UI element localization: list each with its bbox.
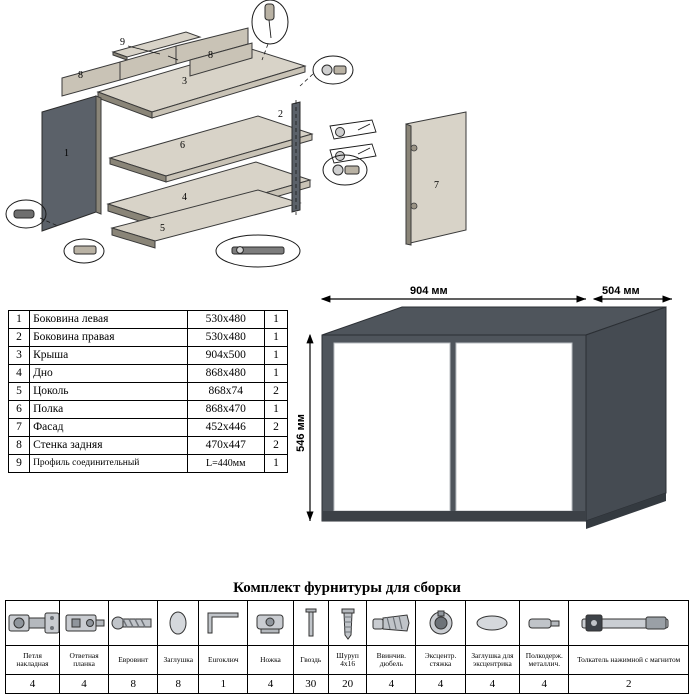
table-row [9, 455, 288, 473]
kit-count: 2 [569, 675, 689, 694]
kit-count: 1 [199, 675, 248, 694]
kit-label: Ответная планка [59, 646, 108, 675]
kit-label: Ввинчив. дюбель [367, 646, 416, 675]
part-name: Стенка задняя [30, 437, 188, 455]
part-dimension: 530х480 [187, 329, 264, 347]
callout-7: 7 [434, 180, 439, 191]
kit-count: 4 [367, 675, 416, 694]
hardware-kit-table [5, 600, 689, 694]
kit-count: 20 [329, 675, 367, 694]
kit-title: Комплект фурнитуры для сборки [233, 580, 461, 596]
kit-label: Ножка [248, 646, 293, 675]
shelf-support-icon [520, 601, 569, 646]
magnet-catch-icon [569, 601, 689, 646]
cam-lock-icon [416, 601, 465, 646]
height-label: 546 мм [295, 414, 307, 452]
part-quantity: 1 [264, 401, 287, 419]
euro-key-icon [199, 601, 248, 646]
table-row [9, 365, 288, 383]
part-quantity: 1 [264, 311, 287, 329]
part-number: 9 [9, 455, 30, 473]
kit-label: Шуруп 4х16 [329, 646, 367, 675]
part-number: 2 [9, 329, 30, 347]
part-dimension: 452х446 [187, 419, 264, 437]
cam-cap-icon [465, 601, 520, 646]
callout-1: 1 [64, 148, 69, 159]
table-row [9, 437, 288, 455]
cabinet-plinth [322, 511, 586, 521]
kit-count: 4 [59, 675, 108, 694]
callout-9: 9 [120, 37, 125, 48]
table-row [9, 401, 288, 419]
kit-counts-row [6, 675, 689, 694]
callout-2: 2 [278, 109, 283, 120]
part-quantity: 1 [264, 347, 287, 365]
part-dimension: 470х447 [187, 437, 264, 455]
cabinet-door-left [334, 343, 450, 511]
kit-label: Толкатель нажимной с магнитом [569, 646, 689, 675]
kit-label: Заглушка [158, 646, 199, 675]
part-number: 5 [9, 383, 30, 401]
kit-count: 4 [520, 675, 569, 694]
part-dimension: L=440мм [187, 455, 264, 473]
part-name: Фасад [30, 419, 188, 437]
kit-label: Заглушка для эксцентрика [465, 646, 520, 675]
part-quantity: 1 [264, 365, 287, 383]
cabinet-side-face [586, 307, 666, 521]
kit-count: 4 [416, 675, 465, 694]
exploded-assembly-diagram [0, 0, 694, 285]
part-dimension: 868х74 [187, 383, 264, 401]
part-number: 1 [9, 311, 30, 329]
part-quantity: 2 [264, 437, 287, 455]
kit-count: 4 [465, 675, 520, 694]
kit-label: Евровинт [109, 646, 158, 675]
part-name: Профиль соединительный [30, 455, 188, 473]
part-number: 4 [9, 365, 30, 383]
kit-label: Euroключ [199, 646, 248, 675]
parts-table [8, 310, 288, 473]
screw-4x16-icon [329, 601, 367, 646]
callout-8b: 8 [208, 50, 213, 61]
kit-count: 4 [6, 675, 60, 694]
callout-4: 4 [182, 192, 187, 203]
part-name: Крыша [30, 347, 188, 365]
part-name: Боковина левая [30, 311, 188, 329]
width-label: 904 мм [410, 285, 448, 297]
cabinet-door-right [456, 343, 572, 511]
callout-3: 3 [182, 76, 187, 87]
part-number: 8 [9, 437, 30, 455]
nail-icon [293, 601, 329, 646]
kit-count: 8 [158, 675, 199, 694]
table-row [9, 347, 288, 365]
kit-icons-row [6, 601, 689, 646]
kit-count: 4 [248, 675, 293, 694]
part-name: Дно [30, 365, 188, 383]
table-row [9, 419, 288, 437]
hinge-plate-icon [59, 601, 108, 646]
callout-6: 6 [180, 140, 185, 151]
part-side-right [292, 100, 300, 215]
part-facade [406, 112, 466, 245]
part-dimension: 868х470 [187, 401, 264, 419]
part-number: 7 [9, 419, 30, 437]
part-quantity: 1 [264, 455, 287, 473]
parts-table-body [9, 311, 288, 473]
part-name: Полка [30, 401, 188, 419]
callout-8a: 8 [78, 70, 83, 81]
table-row [9, 311, 288, 329]
kit-count: 30 [293, 675, 329, 694]
kit-labels-row [6, 646, 689, 675]
part-name: Цоколь [30, 383, 188, 401]
dowel-icon [367, 601, 416, 646]
cabinet-dimension-drawing [290, 285, 694, 565]
part-number: 3 [9, 347, 30, 365]
part-side-left [42, 96, 101, 231]
part-quantity: 2 [264, 419, 287, 437]
part-dimension: 904х500 [187, 347, 264, 365]
callout-5: 5 [160, 223, 165, 234]
cap-icon [158, 601, 199, 646]
table-row [9, 383, 288, 401]
kit-count: 8 [109, 675, 158, 694]
part-name: Боковина правая [30, 329, 188, 347]
hinge-overlay-icon [6, 601, 60, 646]
foot-icon [248, 601, 293, 646]
euro-screw-icon [109, 601, 158, 646]
kit-label: Петля накладная [6, 646, 60, 675]
kit-label: Гвоздь [293, 646, 329, 675]
kit-label: Эксцентр. стяжка [416, 646, 465, 675]
part-dimension: 530х480 [187, 311, 264, 329]
part-quantity: 2 [264, 383, 287, 401]
depth-label: 504 мм [602, 285, 640, 297]
part-number: 6 [9, 401, 30, 419]
part-quantity: 1 [264, 329, 287, 347]
table-row [9, 329, 288, 347]
part-dimension: 868х480 [187, 365, 264, 383]
kit-label: Полкодерж. металлич. [520, 646, 569, 675]
